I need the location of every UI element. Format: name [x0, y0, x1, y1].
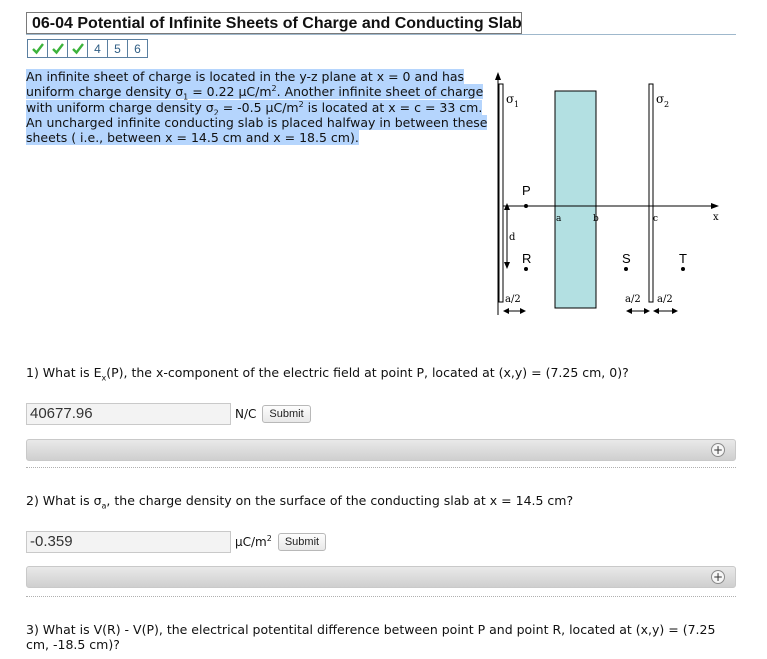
title-divider — [26, 34, 736, 35]
x-axis-arrow — [711, 203, 719, 209]
sheet-1 — [499, 84, 503, 302]
expand-plus-icon[interactable]: + — [712, 570, 724, 584]
point-P — [524, 204, 528, 208]
half-a-label-left: a/2 — [505, 294, 521, 305]
divider — [26, 596, 736, 597]
question-1-hint-bar[interactable] — [26, 439, 736, 461]
question-1-text: 1) What is $E_x(P)$, the x-component of the electric field at point P, located at (x,y) = (7.25 cm, 0)? — [26, 365, 629, 383]
sigma2-sub: 2 — [664, 100, 670, 109]
question-1-unit: N/C — [235, 407, 257, 421]
point-P-label: P — [522, 183, 531, 198]
divider — [26, 467, 736, 468]
question-2-submit-button[interactable]: Submit — [278, 533, 326, 551]
sigma1-label: σ — [506, 92, 515, 106]
step-5[interactable]: 5 — [107, 39, 128, 58]
question-2-text: 2) What is $\sigma_a$, the charge density on the surface of the conducting slab at x = 14.5 cm? — [26, 493, 574, 511]
point-S — [624, 267, 628, 271]
problem-statement: An infinite sheet of charge is located in the y-z plane at x = 0 and has uniform charge density $\sigma_1 = 0.22$ $\mu C/m^2$. Another infinite sheet of charge with uniform charge density $\sigma_2 = -0.5$ $\mu C/m^2$ is located at x = c = 33 cm. An uncharged infinite conducting slab is placed halfway in between these sheets ( i.e., between x = 14.5 cm and x = 18.5 cm). — [26, 69, 488, 146]
sheet-2 — [649, 84, 653, 302]
x-axis-label: x — [713, 212, 719, 223]
step-6[interactable]: 6 — [127, 39, 148, 58]
question-1-answer-row — [26, 403, 311, 425]
question-1-answer-input[interactable]: 40677.96 — [26, 403, 231, 425]
half-a-label-right: a/2 — [657, 294, 673, 305]
step-3-complete[interactable] — [67, 39, 88, 58]
d-label: d — [509, 232, 516, 243]
point-S-label: S — [622, 251, 631, 266]
charge-sheets-diagram — [490, 70, 730, 330]
question-2-answer-input[interactable]: -0.359 — [26, 531, 231, 553]
question-1-submit-button[interactable]: Submit — [262, 405, 310, 423]
page-title: 06-04 Potential of Infinite Sheets of Charge and Conducting Slab — [26, 12, 522, 34]
step-1-complete[interactable] — [27, 39, 48, 58]
y-axis-arrow — [495, 72, 501, 80]
conducting-slab — [555, 91, 596, 308]
half-a-label-mid: a/2 — [625, 294, 641, 305]
check-icon — [31, 42, 45, 55]
point-T — [681, 267, 685, 271]
point-R-label: R — [522, 251, 532, 266]
question-2-hint-bar[interactable] — [26, 566, 736, 588]
step-4[interactable]: 4 — [87, 39, 108, 58]
b-label: b — [593, 214, 599, 224]
point-R — [524, 267, 528, 271]
question-2-unit: $\mu C/m^2$ — [235, 534, 272, 549]
check-icon — [51, 42, 65, 55]
c-label: c — [653, 214, 659, 224]
point-T-label: T — [679, 251, 687, 266]
question-3-text: 3) What is V(R) - V(P), the electrical potentital difference between point P and point R, located at (x,y) = (7.25 cm, -18.5 cm)? — [26, 622, 716, 652]
question-2-answer-row — [26, 531, 326, 553]
sigma1-sub: 1 — [514, 100, 520, 109]
a-label: a — [556, 214, 562, 224]
check-icon — [71, 42, 85, 55]
step-progress — [27, 39, 148, 58]
expand-plus-icon[interactable]: + — [712, 443, 724, 457]
step-2-complete[interactable] — [47, 39, 68, 58]
sigma2-label: σ — [656, 92, 665, 106]
